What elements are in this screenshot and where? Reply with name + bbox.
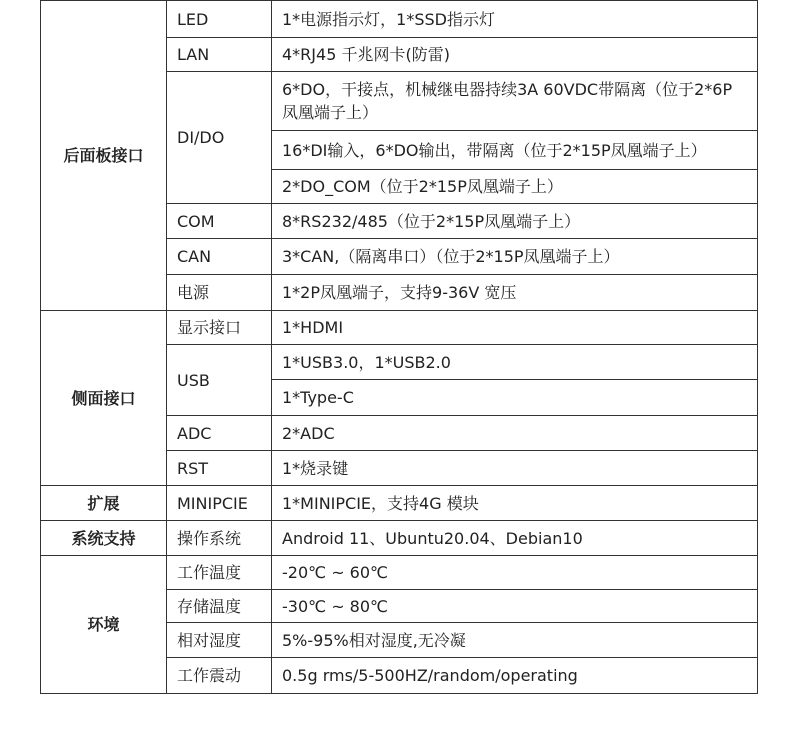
category-cell: 侧面接口 bbox=[41, 311, 167, 486]
value-cell: 1*电源指示灯，1*SSD指示灯 bbox=[272, 1, 758, 38]
spec-table bbox=[40, 0, 758, 694]
table-row bbox=[41, 521, 758, 556]
value-cell: -30℃ ~ 80℃ bbox=[272, 590, 758, 623]
sub-label-cell: LED bbox=[167, 1, 272, 38]
category-cell: 扩展 bbox=[41, 486, 167, 521]
value-cell: 1*2P凤凰端子，支持9-36V 宽压 bbox=[272, 275, 758, 311]
sub-label-cell: LAN bbox=[167, 38, 272, 72]
value-cell: 1*HDMI bbox=[272, 311, 758, 345]
value-cell: 1*MINIPCIE，支持4G 模块 bbox=[272, 486, 758, 521]
value-cell: -20℃ ~ 60℃ bbox=[272, 556, 758, 590]
value-cell: 5%-95%相对湿度,无冷凝 bbox=[272, 623, 758, 658]
table-row bbox=[41, 1, 758, 38]
value-cell: 3*CAN,（隔离串口）（位于2*15P凤凰端子上） bbox=[272, 239, 758, 275]
value-cell: 0.5g rms/5-500HZ/random/operating bbox=[272, 658, 758, 694]
sub-label-cell: CAN bbox=[167, 239, 272, 275]
table-row bbox=[41, 556, 758, 590]
value-cell: 1*USB3.0，1*USB2.0 bbox=[272, 345, 758, 380]
sub-label-cell: 操作系统 bbox=[167, 521, 272, 556]
sub-label-cell: 存储温度 bbox=[167, 590, 272, 623]
sub-label-cell: MINIPCIE bbox=[167, 486, 272, 521]
category-cell: 环境 bbox=[41, 556, 167, 694]
category-cell: 后面板接口 bbox=[41, 1, 167, 311]
value-cell: 6*DO，干接点，机械继电器持续3A 60VDC带隔离（位于2*6P凤凰端子上） bbox=[272, 72, 758, 131]
value-cell: 1*Type-C bbox=[272, 380, 758, 416]
sub-label-cell: 电源 bbox=[167, 275, 272, 311]
value-cell: Android 11、Ubuntu20.04、Debian10 bbox=[272, 521, 758, 556]
value-cell: 2*ADC bbox=[272, 416, 758, 451]
sub-label-cell: 显示接口 bbox=[167, 311, 272, 345]
value-cell: 2*DO_COM（位于2*15P凤凰端子上） bbox=[272, 170, 758, 204]
sub-label-cell: 工作温度 bbox=[167, 556, 272, 590]
sub-label-cell: ADC bbox=[167, 416, 272, 451]
sub-label-cell: COM bbox=[167, 204, 272, 239]
sub-label-cell: DI/DO bbox=[167, 72, 272, 204]
sub-label-cell: 工作震动 bbox=[167, 658, 272, 694]
value-cell: 1*烧录键 bbox=[272, 451, 758, 486]
sub-label-cell: USB bbox=[167, 345, 272, 416]
table-row bbox=[41, 311, 758, 345]
sub-label-cell: RST bbox=[167, 451, 272, 486]
value-cell: 16*DI输入，6*DO输出，带隔离（位于2*15P凤凰端子上） bbox=[272, 131, 758, 170]
value-cell: 8*RS232/485（位于2*15P凤凰端子上） bbox=[272, 204, 758, 239]
category-cell: 系统支持 bbox=[41, 521, 167, 556]
table-row bbox=[41, 486, 758, 521]
value-cell: 4*RJ45 千兆网卡(防雷) bbox=[272, 38, 758, 72]
sub-label-cell: 相对湿度 bbox=[167, 623, 272, 658]
